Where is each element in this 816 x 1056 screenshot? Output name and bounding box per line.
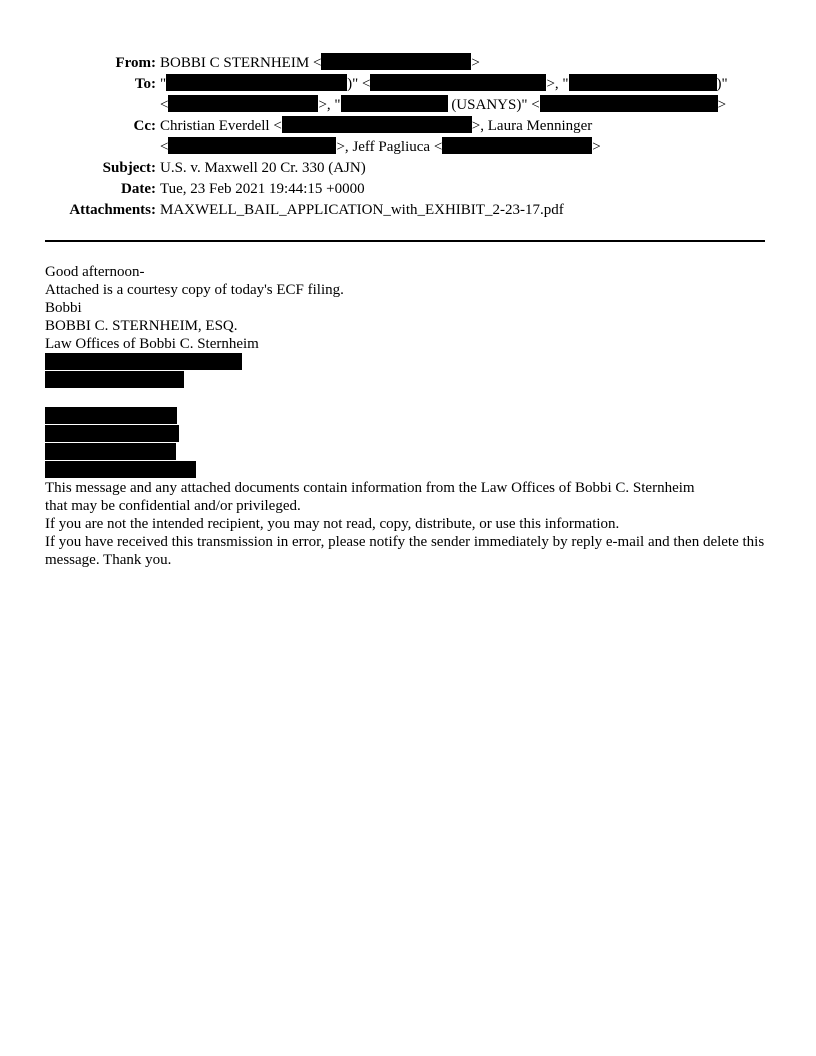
redaction (282, 116, 472, 133)
to-usanys: (USANYS) (451, 97, 522, 113)
redaction (540, 95, 718, 112)
subject-value: U.S. v. Maxwell 20 Cr. 330 (AJN) (160, 160, 366, 176)
redaction (341, 95, 448, 112)
redaction (45, 425, 179, 442)
cc-name-2: Laura Menninger (487, 118, 593, 134)
cc-row: Cc: Christian Everdell < >, Laura Menninger < >, Jeff Pagliuca < > (0, 116, 816, 158)
attachment-link[interactable]: MAXWELL_BAIL_APPLICATION_with_EXHIBIT_2-23-17.pdf (160, 202, 564, 218)
from-label: From: (115, 55, 156, 71)
subject-label: Subject: (102, 160, 156, 176)
redaction (569, 74, 717, 91)
to-label: To: (134, 76, 156, 92)
body-line: Attached is a courtesy copy of today's ECF filing. (45, 282, 344, 298)
signature-firm: Law Offices of Bobbi C. Sternheim (45, 336, 259, 352)
to-row: To: " )" < >, " )" < >, " (USANYS)" < > (0, 74, 816, 116)
attachments-label: Attachments: (69, 202, 156, 218)
greeting: Good afternoon- (45, 264, 145, 280)
signature-name: BOBBI C. STERNHEIM, ESQ. (45, 318, 238, 334)
redaction (370, 74, 546, 91)
date-value: Tue, 23 Feb 2021 19:44:15 +0000 (160, 181, 365, 197)
redaction (168, 137, 336, 154)
disclaimer-line: If you have received this transmission in error, please notify the sender immediately by reply e-mail and then delete this message. Thank you. (45, 534, 765, 568)
from-name: BOBBI C STERNHEIM (160, 55, 310, 71)
redaction (45, 371, 184, 388)
subject-row (0, 158, 816, 179)
cc-name-3: Jeff Pagliuca (352, 139, 431, 155)
date-row (0, 179, 816, 200)
from-row: From: BOBBI C STERNHEIM < > (0, 53, 816, 74)
date-label: Date: (121, 181, 156, 197)
header-divider (45, 240, 765, 242)
signoff: Bobbi (45, 300, 82, 316)
email-header (0, 53, 816, 221)
redaction (45, 461, 196, 478)
redaction (45, 443, 176, 460)
redaction (442, 137, 592, 154)
attachments-row (0, 200, 816, 221)
cc-name-1: Christian Everdell (160, 118, 270, 134)
cc-label: Cc: (133, 118, 156, 134)
disclaimer-line: that may be confidential and/or privileged. (45, 498, 301, 514)
disclaimer-line: If you are not the intended recipient, you may not read, copy, distribute, or use this information. (45, 516, 620, 532)
redaction (45, 407, 177, 424)
redaction (166, 74, 347, 91)
disclaimer-line: This message and any attached documents contain information from the Law Offices of Bobbi C. Sternheim (45, 480, 695, 496)
redaction (168, 95, 318, 112)
redaction (321, 53, 471, 70)
email-body (45, 263, 775, 569)
redaction (45, 353, 242, 370)
